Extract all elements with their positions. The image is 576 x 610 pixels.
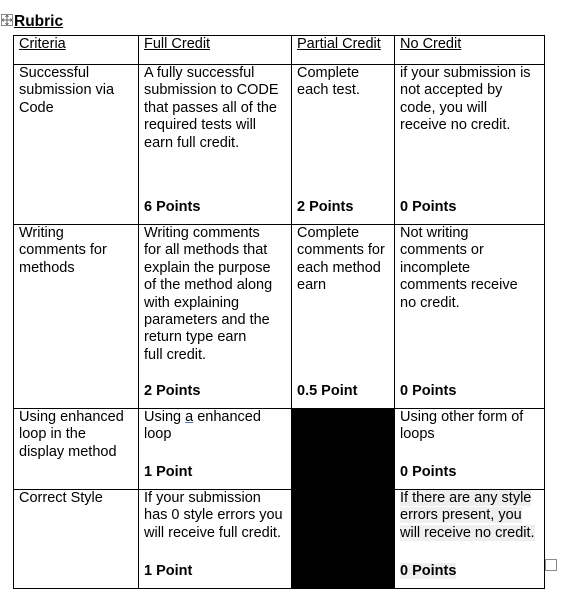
header-full-credit-label: Full Credit (144, 36, 211, 52)
full-credit-points: 2 Points (144, 382, 201, 399)
table-row (14, 225, 545, 409)
no-credit-points: 0 Points (400, 198, 457, 215)
criteria-text: Using enhanced loop in the display method (19, 409, 124, 460)
criteria-cell[interactable] (14, 65, 139, 225)
full-credit-text-end: enhanced loop (144, 409, 261, 443)
table-row (14, 65, 545, 225)
header-partial-credit[interactable] (292, 36, 395, 65)
full-credit-text: If your submission has 0 style errors you will receive full credit. (144, 490, 283, 541)
header-partial-credit-label: Partial Credit (297, 36, 381, 52)
criteria-cell[interactable] (14, 225, 139, 409)
rubric-table (13, 35, 545, 589)
partial-credit-points: 0.5 Point (297, 382, 358, 399)
no-credit-cell[interactable] (395, 65, 545, 225)
criteria-text: Correct Style (19, 490, 103, 506)
criteria-text: Successful submission via Code (19, 65, 115, 116)
no-credit-text: if your submission is not accepted by code, you will receive no credit. (400, 65, 531, 134)
no-credit-cell[interactable] (395, 225, 545, 409)
table-header-row (14, 36, 545, 65)
criteria-cell[interactable] (14, 409, 139, 490)
no-credit-cell[interactable] (395, 490, 545, 589)
full-credit-cell[interactable] (139, 65, 292, 225)
table-resize-handle-icon[interactable] (545, 559, 557, 571)
no-credit-points: 0 Points (400, 463, 457, 480)
full-credit-text-start: Using (144, 409, 186, 425)
partial-credit-cell-blacked-out[interactable] (292, 409, 395, 490)
no-credit-points-highlighted: 0 Points (400, 562, 457, 579)
header-criteria-label: Criteria (19, 36, 66, 52)
partial-credit-cell[interactable] (292, 65, 395, 225)
partial-credit-cell-blacked-out[interactable] (292, 490, 395, 589)
full-credit-points: 1 Point (144, 562, 193, 579)
table-move-handle-icon[interactable] (1, 14, 13, 26)
full-credit-text (144, 409, 286, 444)
full-credit-cell[interactable] (139, 225, 292, 409)
partial-credit-points: 2 Points (297, 198, 354, 215)
no-credit-text: Using other form of loops (400, 409, 524, 443)
full-credit-cell[interactable] (139, 409, 292, 490)
table-row (14, 490, 545, 589)
document-heading: Rubric (14, 13, 64, 30)
full-credit-cell[interactable] (139, 490, 292, 589)
partial-credit-text: Complete comments for each method earn (297, 225, 385, 294)
partial-credit-cell[interactable] (292, 225, 395, 409)
full-credit-text: A fully successful submission to CODE that passes all of the required tests will earn full credit. (144, 65, 279, 151)
header-no-credit-label: No Credit (400, 36, 462, 52)
no-credit-text-highlighted: If there are any style errors present, you will receive no credit. (400, 490, 535, 541)
header-criteria[interactable] (14, 36, 139, 65)
table-row (14, 409, 545, 490)
full-credit-points: 1 Point (144, 463, 193, 480)
header-full-credit[interactable] (139, 36, 292, 65)
no-credit-text: Not writing comments or incomplete comments receive no credit. (400, 225, 518, 311)
full-credit-text: Writing comments for all methods that explain the purpose of the method along with explaining parameters and the return type earn full credit. (144, 225, 273, 363)
grammar-flagged-word[interactable]: a (185, 409, 194, 425)
no-credit-points: 0 Points (400, 382, 457, 399)
full-credit-points: 6 Points (144, 198, 201, 215)
no-credit-cell[interactable] (395, 409, 545, 490)
header-no-credit[interactable] (395, 36, 545, 65)
criteria-cell[interactable] (14, 490, 139, 589)
partial-credit-text: Complete each test. (297, 65, 360, 99)
criteria-text: Writing comments for methods (19, 225, 107, 276)
